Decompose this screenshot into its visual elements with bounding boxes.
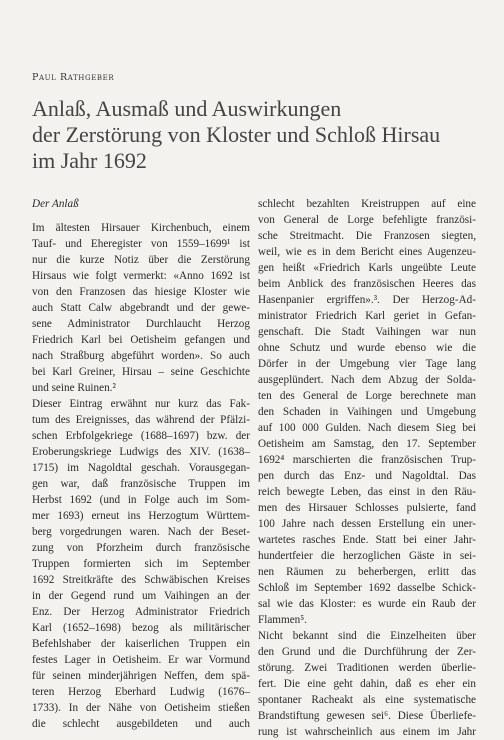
text-line: spontaner Racheakt als eine systematische bbox=[258, 694, 476, 706]
text-line: weil, wie es in dem Bericht eines Augenzeu- bbox=[258, 246, 476, 258]
text-line: Flammen⁵. bbox=[258, 614, 307, 626]
text-line: den Schaden in Vaihingen und Umgebung bbox=[258, 406, 476, 418]
text-line: wartetes rasches Ende. Statt bei einer Jahr- bbox=[258, 534, 476, 546]
title-line: im Jahr 1692 bbox=[32, 148, 147, 173]
text-line: und seine Ruinen.² bbox=[32, 382, 116, 394]
text-line: auch Statt Calw abgebrandt und der gewe- bbox=[32, 302, 250, 314]
text-line: schen Erbfolgekriege (1688–1697) bzw. der bbox=[32, 430, 250, 442]
text-line: sal wie das Kloster: es wurde ein Raub der bbox=[258, 598, 476, 610]
text-line: mer 1693) erneut ins Herzogtum Württem- bbox=[32, 510, 250, 522]
text-line: men des Hirsauer Schlosses pulsierte, fand bbox=[258, 502, 476, 514]
text-line: 100 Jahre nach dessen Erstellung ein uner- bbox=[258, 518, 476, 530]
text-line: Tauf- und Eheregister von 1559–1699¹ ist bbox=[32, 238, 250, 250]
title-line: Anlaß, Ausmaß und Auswirkungen bbox=[32, 96, 342, 121]
text-line: ausgeplündert. Nach dem Abzug der Solda- bbox=[258, 374, 476, 386]
text-line: nach Straßburg abgeführt worden». So auch bbox=[32, 350, 250, 362]
text-line: die schlecht ausgebildeten und auch bbox=[32, 718, 250, 730]
text-line: Hirsaus wie folgt vermerkt: «Anno 1692 ist bbox=[32, 270, 250, 282]
text-line: gen war, daß französische Truppen im bbox=[32, 478, 250, 490]
text-line: schlecht bezahlten Kreistruppen auf eine bbox=[258, 198, 476, 210]
text-line: genschaft. Die Stadt Vaihingen war nun bbox=[258, 326, 476, 338]
text-line: teren Herzog Eberhard Ludwig (1676– bbox=[32, 686, 250, 698]
text-line: ten des General de Lorge berechnete man bbox=[258, 390, 476, 402]
text-line: pen durch das Enz- und Nagoldtal. Das bbox=[258, 470, 476, 482]
text-line: von General de Lorge befehligte französi- bbox=[258, 214, 476, 226]
text-line: Oetisheim am Samstag, den 17. September bbox=[258, 438, 476, 450]
text-line: Dieser Eintrag erwähnt nur kurz das Fak- bbox=[32, 398, 250, 410]
text-line: gen heißt «Friedrich Karls ungeübte Leute bbox=[258, 262, 476, 274]
text-line: Friedrich Karl bei Oetisheim gefangen und bbox=[32, 334, 250, 346]
text-line: Karl (1652–1698) bezog als militärischer bbox=[32, 622, 250, 634]
text-line: Enz. Der Herzog Administrator Friedrich bbox=[32, 606, 250, 618]
text-line: festes Lager in Oetisheim. Er war Vormund bbox=[32, 654, 250, 666]
text-line: zung von Pforzheim durch französische bbox=[32, 542, 250, 554]
text-line: berg vorgedrungen waren. Nach der Beset- bbox=[32, 526, 250, 538]
right-column-text bbox=[258, 196, 476, 740]
text-line: auf 100 000 Gulden. Nach diesem Sieg bei bbox=[258, 422, 476, 434]
text-line: Eroberungskriege Ludwigs des XIV. (1638– bbox=[32, 446, 250, 458]
left-column-text bbox=[32, 220, 250, 732]
text-line: ministrator Friedrich Karl geriet in Gefan- bbox=[258, 310, 476, 322]
text-line: bei Karl Greiner, Hirsau – seine Geschichte bbox=[32, 366, 250, 378]
left-column bbox=[32, 196, 250, 732]
text-line: in der Gegend rund um Vaihingen an der bbox=[32, 590, 250, 602]
article-title bbox=[32, 96, 492, 174]
text-line: Brandstiftung gewesen sei⁶. Diese Überliefe- bbox=[258, 710, 476, 722]
text-line: störung. Zwei Traditionen werden überlie- bbox=[258, 662, 476, 674]
section-subheading: Der Anlaß bbox=[32, 198, 79, 210]
text-line: Schloß im September 1692 dasselbe Schick- bbox=[258, 582, 476, 594]
text-line: sche Streitmacht. Die Franzosen siegten, bbox=[258, 230, 476, 242]
text-line: 1692⁴ marschierten die französischen Trup- bbox=[258, 454, 476, 466]
text-line: Dörfer in der Umgebung vier Tage lang bbox=[258, 358, 476, 370]
text-line: den Grund und die Durchführung der Zer- bbox=[258, 646, 476, 658]
right-column bbox=[258, 196, 476, 740]
text-line: Hasenpanier ergriffen».³. Der Herzog-Ad- bbox=[258, 294, 476, 306]
text-line: nen Räumen zu beherbergen, erlitt das bbox=[258, 566, 476, 578]
text-line: beim Anblick des französischen Heeres das bbox=[258, 278, 476, 290]
text-line: Im ältesten Hirsauer Kirchenbuch, einem bbox=[32, 222, 250, 234]
text-line: tum des Ereignisses, das während der Pfälzi- bbox=[32, 414, 250, 426]
text-line: reich bewegte Leben, das einst in den Räu- bbox=[258, 486, 476, 498]
text-line: fert. Die eine geht dahin, daß es eher ein bbox=[258, 678, 476, 690]
text-line: 1715) im Nagoldtal geschah. Vorausgegan- bbox=[32, 462, 250, 474]
text-line: rung ist wahrscheinlich aus einem im Jahr bbox=[258, 726, 476, 738]
text-line: für seinen minderjährigen Neffen, dem spä- bbox=[32, 670, 250, 682]
title-line: der Zerstörung von Kloster und Schloß Hirsau bbox=[32, 122, 441, 147]
text-line: hundertfeier die herzoglichen Gäste in sei- bbox=[258, 550, 476, 562]
text-line: ohne Schutz und wurde ebenso wie die bbox=[258, 342, 476, 354]
text-line: Befehlshaber der kaiserlichen Truppen ein bbox=[32, 638, 250, 650]
text-line: nur die kurze Notiz über die Zerstörung bbox=[32, 254, 250, 266]
text-line: von den Franzosen das hiesige Kloster wie bbox=[32, 286, 250, 298]
text-line: Nicht bekannt sind die Einzelheiten über bbox=[258, 630, 476, 642]
author-name: Paul Rathgeber bbox=[32, 72, 115, 83]
text-line: Truppen formierten sich im September bbox=[32, 558, 250, 570]
text-line: 1733). In der Nähe von Oetisheim stießen bbox=[32, 702, 250, 714]
text-line: sene Administrator Durchlaucht Herzog bbox=[32, 318, 250, 330]
text-line: 1692 Streitkräfte des Schwäbischen Kreises bbox=[32, 574, 250, 586]
text-line: Herbst 1692 (und in Folge auch im Som- bbox=[32, 494, 250, 506]
